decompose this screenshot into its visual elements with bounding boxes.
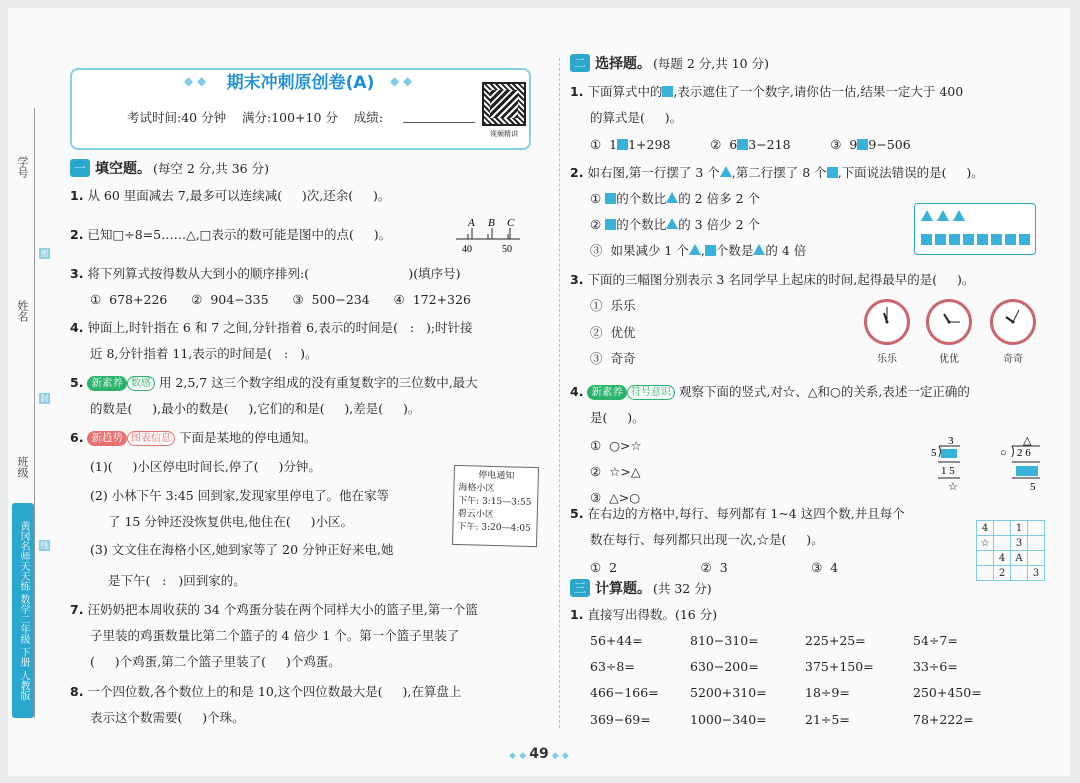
square-icon — [617, 139, 628, 150]
calc-item: 5200+310= — [690, 685, 767, 700]
svg-text:○: ○ — [1000, 447, 1007, 459]
score-blank[interactable] — [403, 122, 475, 123]
question-3-options: ① 678+226 ② 904−335 ③ 500−234 ④ 172+326 — [90, 292, 471, 307]
question-5-line2: 的数是( ),最小的数是( ),它们的和是( ),差是( )。 — [90, 401, 421, 416]
notice-title: 停电通知 — [478, 470, 515, 482]
section-note: (共 32 分) — [653, 581, 712, 596]
clock-icon — [864, 299, 910, 345]
calc-item: 78+222= — [913, 712, 974, 727]
square-icon — [921, 234, 932, 245]
question-4-line2: 近 8,分针指着 11,表示的时间是( : )。 — [90, 346, 318, 361]
notice-line: 下午: 3:20—4:05 — [457, 522, 531, 534]
calc-item: 33÷6= — [913, 659, 958, 674]
choice-2-option-3: ③ 如果减少 1 个 , 个数是 的 4 倍 — [590, 243, 807, 258]
exam-header — [70, 68, 531, 150]
choice-4-option-3: ③ △>○ — [590, 490, 641, 505]
triangle-icon — [666, 218, 678, 229]
question-8-line2: 表示这个数需要( )个珠。 — [90, 710, 245, 725]
tick-label-50: 50 — [502, 244, 512, 255]
choice-1: 1. 下面算式中的 ,表示遮住了一个数字,请你估一估,结果一定大于 400 — [570, 84, 964, 99]
tick-label-40: 40 — [462, 244, 472, 255]
section-calculation — [570, 578, 712, 598]
question-6-sub2a: (2) 小林下午 3:45 回到家,发现家里停电了。他在家等 — [90, 488, 390, 503]
question-6-sub2b: 了 15 分钟还没恢复供电,他住在( )小区。 — [108, 514, 353, 529]
page-number: ◆ ◆ 49 ◆ ◆ — [509, 746, 569, 762]
new-literacy-tag: 新素养 — [587, 385, 627, 400]
symbol-sense-tag: 符号意识 — [627, 385, 675, 400]
notice-line: 下午: 3:15—3:55 — [457, 496, 532, 508]
calc-item: 18÷9= — [805, 685, 850, 700]
page-divider — [559, 58, 560, 728]
triangle-icon — [720, 166, 732, 177]
exam-info: 考试时间:40 分钟 满分:100+10 分 成绩: — [127, 110, 384, 125]
shapes-figure — [914, 203, 1036, 255]
section-number: 一 — [70, 159, 90, 177]
choice-2: 2. 如右图,第一行摆了 3 个 ,第二行摆了 8 个 ,下面说法错误的是( )。 — [570, 165, 984, 180]
choice-1-line2: 的算式是( )。 — [590, 110, 683, 125]
qr-caption: 视频精讲 — [490, 130, 518, 138]
triangle-icon — [689, 244, 701, 255]
calc-item: 466−166= — [590, 685, 659, 700]
section-number: 三 — [570, 579, 590, 597]
calc-item: 225+25= — [805, 633, 866, 648]
section-title: 选择题。 — [595, 56, 651, 72]
choice-4-line2: 是( )。 — [590, 410, 645, 425]
chart-info-tag: 图表信息 — [127, 431, 175, 446]
square-icon — [977, 234, 988, 245]
section-title: 填空题。 — [95, 161, 151, 177]
calc-question-1: 1. 直接写出得数。(16 分) — [570, 607, 718, 622]
choice-3-option-1: ① 乐乐 — [590, 298, 636, 313]
section-note: (每空 2 分,共 36 分) — [153, 161, 269, 176]
calc-item: 63÷8= — [590, 659, 635, 674]
square-icon — [605, 193, 616, 204]
number-line-figure — [454, 214, 524, 256]
title-decoration-left: ◆ ◆ — [184, 74, 207, 88]
choice-5: 5. 在右边的方格中,每行、每列都有 1~4 这四个数,并且每个 — [570, 506, 905, 521]
question-7-line2: 子里装的鸡蛋数量比第二个篮子的 4 倍少 1 个。第一个篮子里装了 — [90, 628, 460, 643]
exam-title: 期末冲刺原创卷(A) — [226, 73, 375, 93]
square-icon — [705, 245, 716, 256]
calc-item: 56+44= — [590, 633, 643, 648]
square-icon — [605, 219, 616, 230]
clock-caption: 奇奇 — [1003, 354, 1023, 365]
svg-text:5: 5 — [931, 447, 937, 459]
choice-4: 4. 新素养 符号意识 观察下面的竖式,对☆、△和○的关系,表述一定正确的 — [570, 384, 970, 399]
square-icon — [662, 86, 673, 97]
section-note: (每题 2 分,共 10 分) — [653, 56, 769, 71]
question-6-sub1: (1)( )小区停电时间长,停了( )分钟。 — [90, 459, 321, 474]
triangle-icon — [666, 192, 678, 203]
notice-line: 海格小区 — [458, 483, 495, 494]
vertical-division-figures — [928, 432, 1048, 496]
triangle-icon — [937, 210, 949, 221]
qr-code-icon[interactable] — [482, 82, 526, 126]
latin-square-grid: 4 1 ☆ 3 4 A 2 3 — [976, 520, 1045, 581]
calc-item: 21÷5= — [805, 712, 850, 727]
point-label-c: C — [507, 217, 515, 229]
choice-2-option-1: ① 的个数比 的 2 倍多 2 个 — [590, 191, 761, 206]
new-literacy-tag: 新素养 — [87, 376, 127, 391]
power-outage-notice — [452, 465, 539, 547]
clock-caption: 乐乐 — [877, 354, 897, 365]
question-8: 8. 一个四位数,各个数位上的和是 10,这个四位数最大是( ),在算盘上 — [70, 684, 462, 699]
choice-5-options: ① 2 ② 3 ③ 4 — [590, 560, 839, 575]
point-label-b: B — [488, 217, 495, 229]
new-trend-tag: 新趋势 — [87, 431, 127, 446]
svg-text:☆: ☆ — [948, 481, 958, 493]
calc-item: 630−200= — [690, 659, 759, 674]
number-sense-tag: 数感 — [127, 376, 155, 391]
question-6-sub3b: 是下午( : )回到家的。 — [108, 573, 246, 588]
title-decoration-right: ◆ ◆ — [390, 74, 413, 88]
choice-1-options: ① 1 1+298 ② 6 3−218 ③ 9 9−506 — [590, 137, 911, 152]
triangle-icon — [921, 210, 933, 221]
section-choice — [570, 53, 769, 73]
svg-text:3: 3 — [948, 435, 954, 447]
notice-line: 碧云小区 — [457, 509, 494, 520]
triangle-icon — [753, 244, 765, 255]
svg-text:2 6: 2 6 — [1017, 447, 1031, 459]
question-6: 6. 新趋势 图表信息 下面是某地的停电通知。 — [70, 430, 317, 445]
point-label-a: A — [468, 217, 475, 229]
calc-item: 810−310= — [690, 633, 759, 648]
clock-caption: 优优 — [939, 354, 959, 365]
square-icon — [857, 139, 868, 150]
binding-line — [34, 108, 35, 718]
square-icon — [1019, 234, 1030, 245]
question-5: 5. 新素养 数感 用 2,5,7 这三个数字组成的没有重复数字的三位数中,最大 — [70, 375, 478, 390]
choice-3-option-2: ② 优优 — [590, 325, 636, 340]
class-label: 班级 — [16, 456, 29, 478]
seal-mark-1: 密 — [40, 249, 49, 258]
clock-icon — [990, 299, 1036, 345]
question-7-line3: ( )个鸡蛋,第二个篮子里装了( )个鸡蛋。 — [90, 654, 341, 669]
svg-text:1 5: 1 5 — [941, 465, 955, 477]
triangle-icon — [953, 210, 965, 221]
square-icon — [963, 234, 974, 245]
question-1: 1. 从 60 里面减去 7,最多可以连续减( )次,还余( )。 — [70, 188, 391, 203]
question-4: 4. 钟面上,时针指在 6 和 7 之间,分针指着 6,表示的时间是( : );时针接 — [70, 320, 473, 335]
seal-mark-2: 封 — [40, 394, 49, 403]
section-title: 计算题。 — [595, 581, 651, 597]
question-3: 3. 将下列算式按得数从大到小的顺序排列:( )(填序号) — [70, 266, 461, 281]
choice-4-option-2: ② ☆>△ — [590, 464, 641, 479]
square-icon — [935, 234, 946, 245]
choice-3-option-3: ③ 奇奇 — [590, 351, 636, 366]
clock-icon — [926, 299, 972, 345]
choice-2-option-2: ② 的个数比 的 3 倍少 2 个 — [590, 217, 761, 232]
exam-page — [8, 8, 1070, 776]
square-icon — [1005, 234, 1016, 245]
student-id-label: 学号 — [16, 156, 29, 178]
choice-5-line2: 数在每行、每列都只出现一次,☆是( )。 — [590, 532, 824, 547]
calc-item: 375+150= — [805, 659, 874, 674]
book-label: 黄冈名师天天练 数学二年级 下册 人教版 — [12, 503, 34, 718]
question-6-sub3a: (3) 文文住在海格小区,她到家等了 20 分钟正好来电,她 — [90, 542, 394, 557]
question-2: 2. 已知□÷8=5……△,□表示的数可能是图中的点( )。 — [70, 227, 392, 242]
section-fill-in — [70, 158, 269, 178]
calc-item: 54÷7= — [913, 633, 958, 648]
svg-text:5: 5 — [1030, 481, 1036, 493]
name-label: 姓名 — [16, 300, 29, 322]
question-7: 7. 汪奶奶把本周收获的 34 个鸡蛋分装在两个同样大小的篮子里,第一个篮 — [70, 602, 478, 617]
choice-4-option-1: ① ○>☆ — [590, 438, 642, 453]
calc-item: 369−69= — [590, 712, 651, 727]
choice-3: 3. 下面的三幅图分别表示 3 名同学早上起床的时间,起得最早的是( )。 — [570, 272, 975, 287]
section-number: 二 — [570, 54, 590, 72]
square-icon — [737, 139, 748, 150]
square-icon — [827, 167, 838, 178]
square-icon — [991, 234, 1002, 245]
svg-text:△: △ — [1023, 435, 1032, 447]
seal-mark-3: 线 — [40, 541, 49, 550]
calc-item: 250+450= — [913, 685, 982, 700]
calc-item: 1000−340= — [690, 712, 767, 727]
square-icon — [949, 234, 960, 245]
